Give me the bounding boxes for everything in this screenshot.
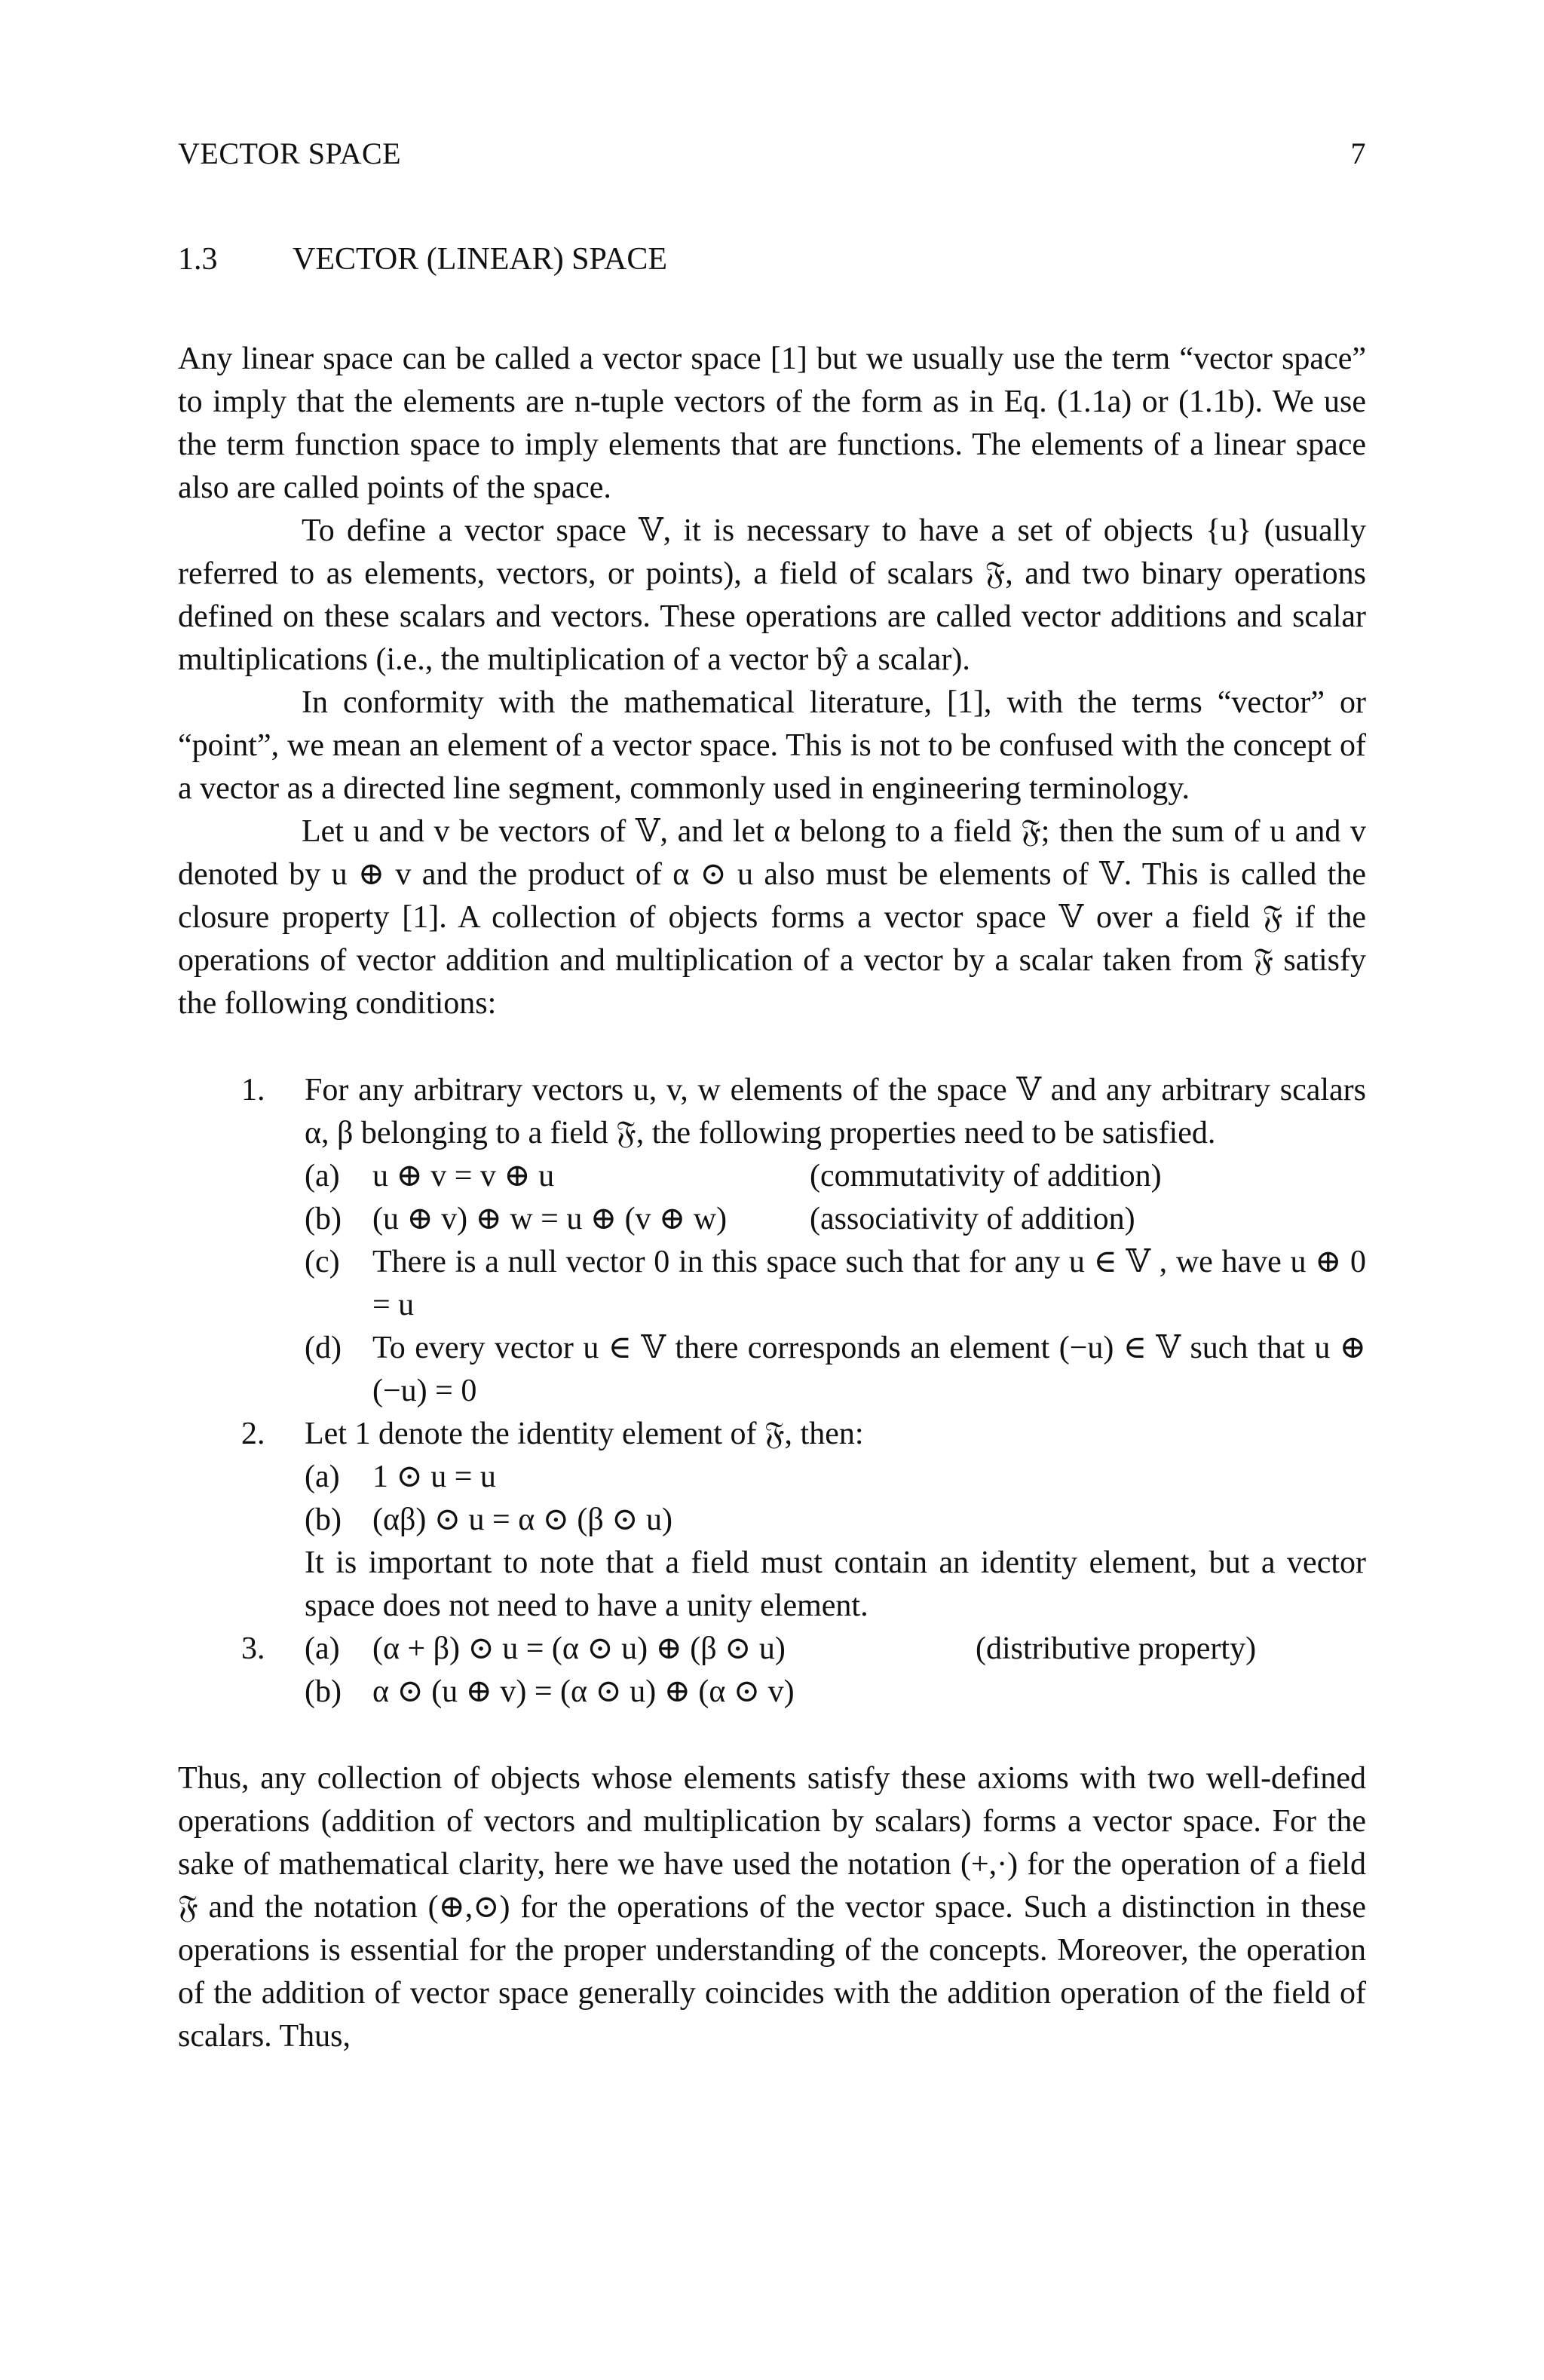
closing-paragraph: Thus, any collection of objects whose elements satisfy these axioms with two well-defined operations (addition of vectors and multiplication by scalars) forms a vector space. For the sake of mathematical clarity, here we have used the notation (+,·) for the operation of a field 𝔉 and the notation (⊕,⊙) for the operations of the vector space. Such a distinction in these operations is essential for the proper understanding of the concepts. Moreover, the operation of the addition of vector space generally coincides with the addition operation of the field of scalars. Thus, [178, 1761, 1366, 2054]
paragraph-1: Any linear space can be called a vector space [1] but we usually use the term “vector space” to imply that the elements are n-tuple vectors of the form as in Eq. (1.1a) or (1.1b). We use the term function space to imply elements that are functions. The elements of a linear space also are called points of the space. [178, 342, 1366, 505]
condition-subitem [305, 1671, 1366, 1714]
condition-subitem [305, 1327, 1366, 1413]
condition-subitem [305, 1628, 1366, 1671]
subitem-expression: (αβ) ⊙ u = α ⊙ (β ⊙ u) [372, 1502, 672, 1537]
condition-subitem [305, 1456, 1366, 1499]
running-head [178, 136, 1366, 181]
subitem-letter: (d) [305, 1331, 342, 1365]
conditions-list [178, 1069, 1366, 1714]
subitem-expression: (u ⊕ v) ⊕ w = u ⊕ (v ⊕ w) [372, 1202, 728, 1236]
subitem-letter: (b) [305, 1674, 342, 1709]
running-head-title: VECTOR SPACE [178, 136, 402, 170]
subitem-letter: (a) [305, 1631, 340, 1666]
condition-number: 3. [241, 1631, 265, 1666]
condition-subitem [305, 1499, 1366, 1542]
condition-2 [178, 1413, 1366, 1628]
subitem-letter: (b) [305, 1502, 342, 1537]
subitem-label: (commutativity of addition) [810, 1159, 1162, 1193]
page-number: 7 [1350, 136, 1366, 170]
section-number: 1.3 [178, 242, 218, 277]
condition-number: 2. [241, 1417, 265, 1451]
condition-text: For any arbitrary vectors u, v, w elements of the space 𝕍 and any arbitrary scalars α, β belonging to a field 𝔉, the following properties need to be satisfied. [305, 1073, 1366, 1150]
condition-3 [178, 1628, 1366, 1714]
page [178, 136, 1366, 2058]
condition-subitem [305, 1155, 1366, 1198]
condition-subitem [305, 1198, 1366, 1241]
condition-subitem [305, 1241, 1366, 1327]
paragraph-3: In conformity with the mathematical literature, [1], with the terms “vector” or “point”, we mean an element of a vector space. This is not to be confused with the concept of a vector as a directed line segment, commonly used in engineering terminology. [178, 685, 1366, 806]
subitem-expression: α ⊙ (u ⊕ v) = (α ⊙ u) ⊕ (α ⊙ v) [372, 1674, 795, 1709]
subitem-expression: u ⊕ v = v ⊕ u [372, 1159, 555, 1193]
subitem-text: To every vector u ∈ 𝕍 there corresponds an element (−u) ∈ 𝕍 such that u ⊕ (−u) = 0 [372, 1331, 1366, 1408]
subitem-letter: (a) [305, 1460, 340, 1494]
condition-1 [178, 1069, 1366, 1413]
subitem-letter: (c) [305, 1245, 340, 1279]
condition-text: Let 1 denote the identity element of 𝔉, then: [305, 1417, 864, 1451]
subitem-expression: (α + β) ⊙ u = (α ⊙ u) ⊕ (β ⊙ u) [372, 1631, 786, 1666]
subitem-label: (associativity of addition) [810, 1202, 1135, 1236]
paragraph-2: To define a vector space 𝕍, it is necessary to have a set of objects {u} (usually referred to as elements, vectors, or points), a field of scalars 𝔉, and two binary operations defined on these scalars and vectors. These operations are called vector additions and scalar multiplications (i.e., the multiplication of a vector bŷ a scalar). [178, 513, 1366, 677]
section-title: VECTOR (LINEAR) SPACE [293, 242, 668, 277]
section-heading [178, 241, 1366, 286]
condition-note: It is important to note that a field must contain an identity element, but a vector space does not need to have a unity element. [305, 1545, 1366, 1623]
paragraph-4: Let u and v be vectors of 𝕍, and let α belong to a field 𝔉; then the sum of u and v denoted by u ⊕ v and the product of α ⊙ u also must be elements of 𝕍. This is called the closure property [1]. A collection of objects forms a vector space 𝕍 over a field 𝔉 if the operations of vector addition and multiplication of a vector by a scalar taken from 𝔉 satisfy the following conditions: [178, 814, 1366, 1021]
condition-number: 1. [241, 1073, 265, 1107]
subitem-letter: (a) [305, 1159, 340, 1193]
subitem-expression: 1 ⊙ u = u [372, 1460, 496, 1494]
subitem-label: (distributive property) [976, 1631, 1257, 1666]
subitem-letter: (b) [305, 1202, 342, 1236]
subitem-text: There is a null vector 0 in this space such that for any u ∈ 𝕍 , we have u ⊕ 0 = u [372, 1245, 1366, 1322]
